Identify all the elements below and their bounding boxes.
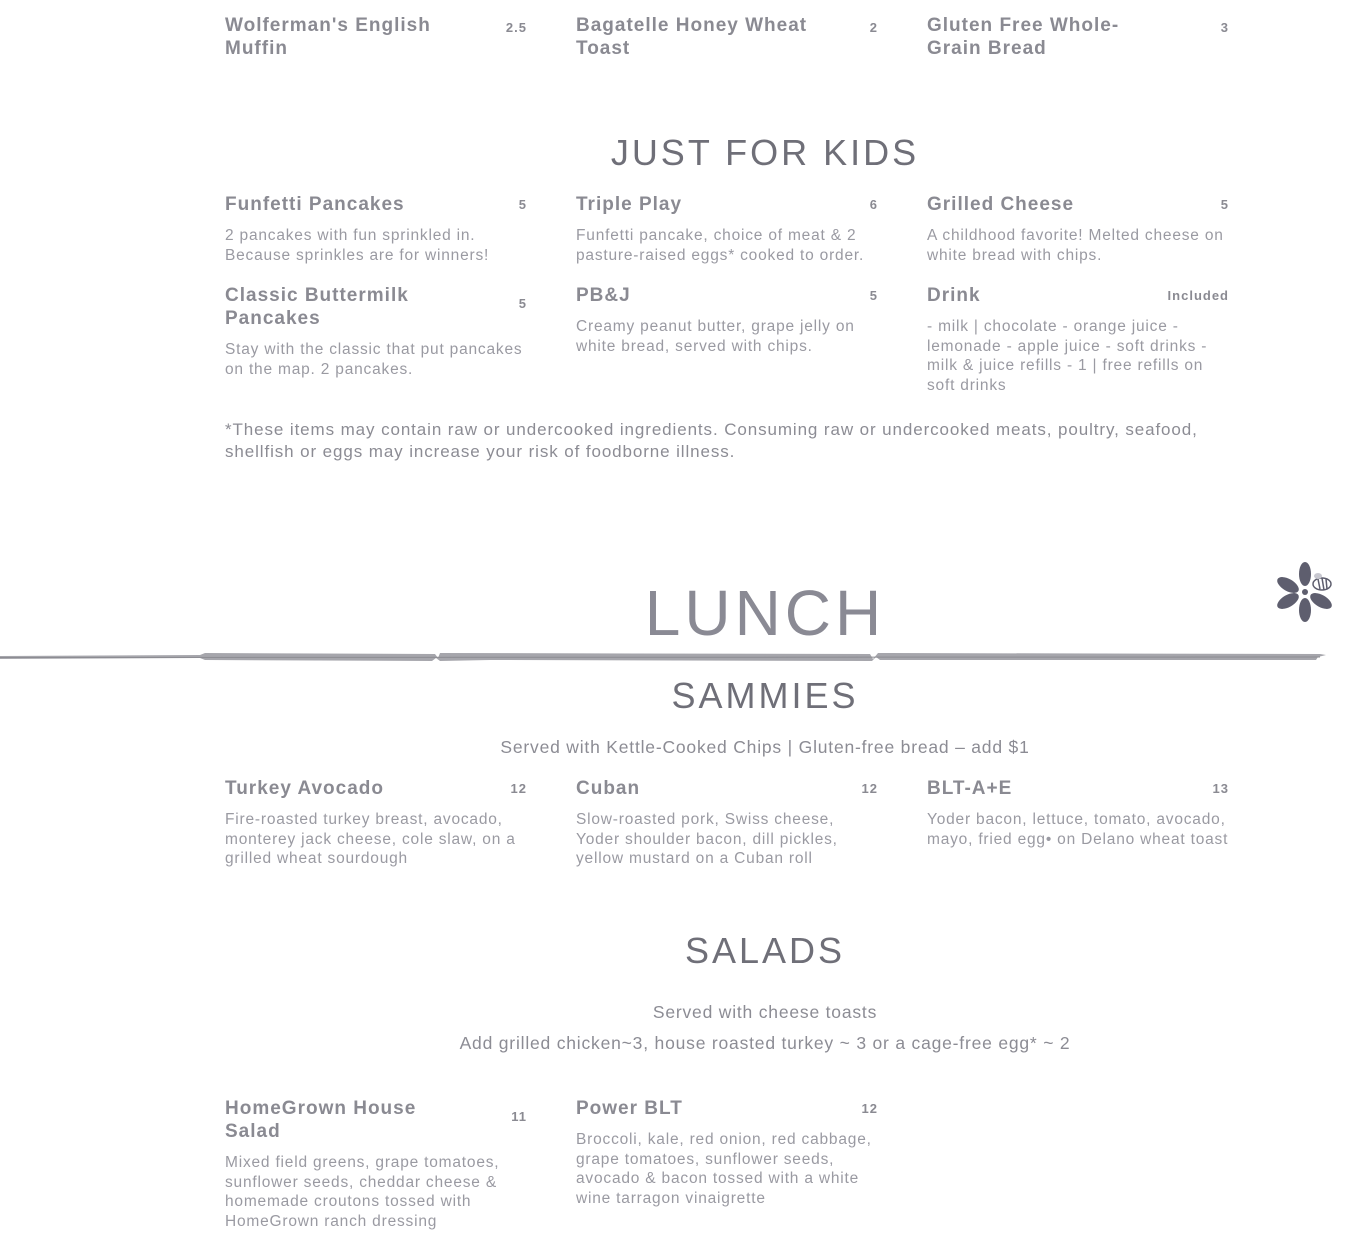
- item-price: 5: [1220, 197, 1229, 212]
- item-name: HomeGrown House Salad: [225, 1098, 417, 1142]
- item-description: - milk | chocolate - orange juice - lemonade - apple juice - soft drinks - milk & juice refills - 1 | free refills on soft drinks: [927, 318, 1208, 394]
- item-description: Stay with the classic that put pancakes on the map. 2 pancakes.: [225, 341, 523, 378]
- menu-item: [576, 284, 878, 356]
- item-price: 11: [511, 1109, 527, 1124]
- item-description: A childhood favorite! Melted cheese on white bread with chips.: [927, 227, 1224, 264]
- brush-stroke-divider: [0, 650, 1326, 664]
- menu-item: [225, 1097, 527, 1231]
- item-name: Bagatelle Honey Wheat Toast: [576, 15, 808, 59]
- item-description: 2 pancakes with fun sprinkled in. Because sprinkles are for winners!: [225, 227, 490, 264]
- menu-item: [225, 193, 527, 265]
- item-name: Classic Buttermilk Pancakes: [225, 285, 409, 329]
- item-name: Gluten Free Whole-Grain Bread: [927, 15, 1120, 59]
- item-name: Turkey Avocado: [225, 778, 385, 799]
- item-description: Funfetti pancake, choice of meat & 2 pasture-raised eggs* cooked to order.: [576, 227, 865, 264]
- raw-food-disclaimer: *These items may contain raw or undercooked ingredients. Consuming raw or undercooked meats, poultry, seafood, shellfish or eggs may increase your risk of foodborne illness.: [225, 420, 1198, 461]
- item-name: Triple Play: [576, 194, 683, 215]
- menu-item: [225, 14, 527, 60]
- item-name: BLT-A+E: [927, 778, 1013, 799]
- menu-item: [927, 14, 1229, 60]
- item-price: 12: [861, 1101, 878, 1116]
- menu-item: [927, 777, 1229, 849]
- salads-subtitle: Served with cheese toasts: [652, 1002, 878, 1022]
- menu-item: [576, 193, 878, 265]
- item-description: Mixed field greens, grape tomatoes, sunflower seeds, cheddar cheese & homemade croutons tossed with HomeGrown ranch dressing: [225, 1154, 500, 1230]
- item-description: Yoder bacon, lettuce, tomato, avocado, mayo, fried egg• on Delano wheat toast: [927, 811, 1229, 848]
- item-description: Creamy peanut butter, grape jelly on white bread, served with chips.: [576, 318, 855, 355]
- item-price: 6: [869, 197, 878, 212]
- item-name: Cuban: [576, 778, 641, 799]
- menu-item: [576, 1097, 878, 1208]
- menu-item: [927, 284, 1229, 395]
- section-title-lunch: LUNCH: [644, 577, 886, 649]
- menu-item: [576, 14, 878, 60]
- item-price: 2: [869, 20, 878, 35]
- item-price: 5: [869, 288, 878, 303]
- item-name: Power BLT: [576, 1098, 683, 1119]
- section-title-salads: SALADS: [684, 930, 846, 971]
- item-price: 12: [861, 781, 878, 796]
- item-name: PB&J: [576, 285, 631, 306]
- item-price: 3: [1220, 20, 1229, 35]
- item-name: Funfetti Pancakes: [225, 194, 405, 215]
- menu-item: [225, 284, 527, 379]
- sammies-subtitle: Served with Kettle-Cooked Chips | Gluten-free bread – add $1: [500, 737, 1030, 757]
- item-price: 2.5: [505, 20, 527, 35]
- item-name: Wolferman's English Muffin: [225, 15, 431, 59]
- menu-item: [576, 777, 878, 869]
- item-price: 12: [510, 781, 527, 796]
- menu-item: [225, 777, 527, 869]
- menu-item: [927, 193, 1229, 265]
- item-price: Included: [1167, 288, 1229, 303]
- item-name: Grilled Cheese: [927, 194, 1075, 215]
- item-price: 13: [1212, 781, 1229, 796]
- section-title-sammies: SAMMIES: [671, 675, 859, 716]
- item-description: Slow-roasted pork, Swiss cheese, Yoder shoulder bacon, dill pickles, yellow mustard on a Cuban roll: [576, 811, 838, 867]
- section-title-kids: JUST FOR KIDS: [610, 132, 920, 173]
- item-price: 5: [518, 197, 527, 212]
- flower-bee-logo-icon: [1274, 560, 1336, 626]
- item-description: Fire-roasted turkey breast, avocado, monterey jack cheese, cole slaw, on a grilled wheat sourdough: [225, 811, 516, 867]
- item-description: Broccoli, kale, red onion, red cabbage, grape tomatoes, sunflower seeds, avocado & bacon tossed with a white wine tarragon vinaigrette: [576, 1131, 872, 1207]
- salads-add-ons: Add grilled chicken~3, house roasted turkey ~ 3 or a cage-free egg* ~ 2: [459, 1033, 1071, 1053]
- item-price: 5: [518, 296, 527, 311]
- item-name: Drink: [927, 285, 981, 306]
